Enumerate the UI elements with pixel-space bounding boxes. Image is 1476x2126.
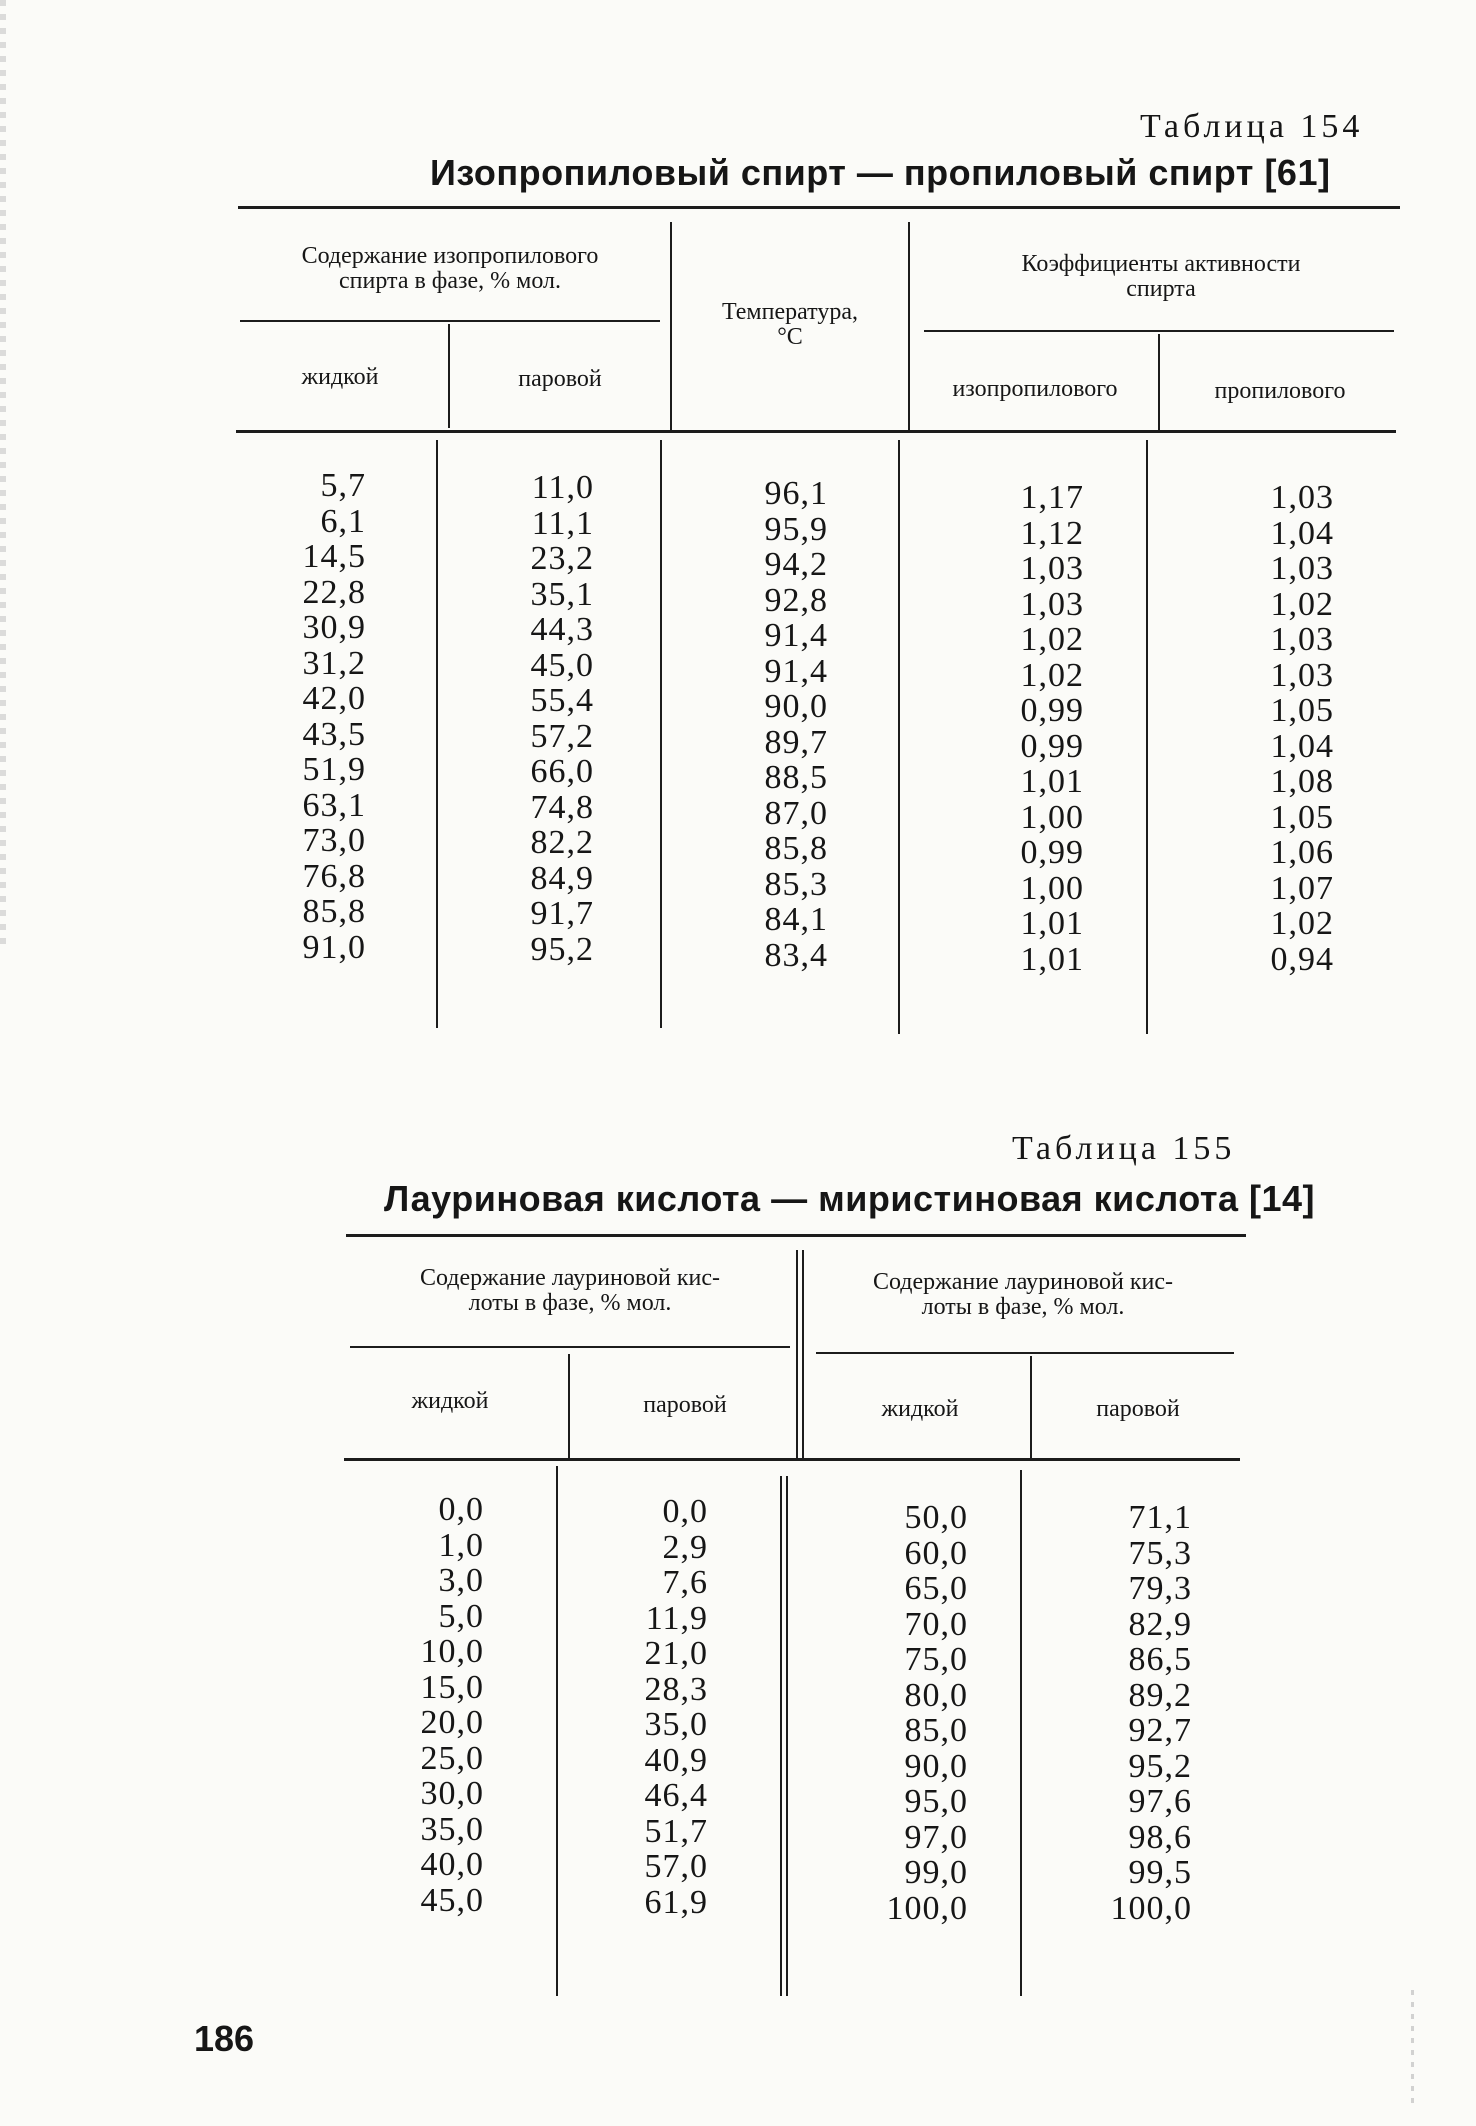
table-cell: 91,7	[530, 895, 594, 932]
table-cell: 22,8	[302, 573, 366, 611]
table-cell: 75,3	[1128, 1534, 1192, 1572]
table-cell: 20,0	[420, 1704, 484, 1741]
table-cell: 89,2	[1128, 1676, 1192, 1714]
table-cell: 1,00	[1020, 869, 1084, 907]
table154-vline-2	[670, 222, 672, 430]
table-cell: 95,2	[530, 930, 594, 968]
table-cell: 14,5	[302, 538, 366, 575]
table-cell: 3,0	[438, 1562, 484, 1599]
table155-left-group-rule	[350, 1346, 790, 1348]
table-cell: 91,4	[764, 652, 828, 690]
table154-col-propyl	[1210, 480, 1334, 977]
header-line: лоты в фазе, % мол.	[468, 1290, 672, 1316]
table-cell: 15,0	[420, 1668, 484, 1706]
table-cell: 63,1	[302, 786, 366, 824]
table-cell: 35,0	[420, 1810, 484, 1848]
table-cell: 46,4	[644, 1777, 708, 1814]
table-cell: 60,0	[904, 1534, 968, 1572]
table-cell: 66,0	[530, 753, 594, 790]
table-cell: 79,3	[1128, 1570, 1192, 1607]
table-cell: 45,0	[420, 1881, 484, 1919]
table-cell: 84,1	[764, 901, 828, 938]
table155-col-vapor-left	[580, 1494, 708, 1920]
table155-right-group-rule	[816, 1352, 1234, 1354]
table-cell: 40,9	[644, 1741, 708, 1779]
table-cell: 50,0	[904, 1499, 968, 1536]
header-line: Температура,	[722, 299, 858, 325]
table-cell: 89,7	[764, 723, 828, 761]
table-cell: 57,2	[530, 717, 594, 755]
table155-col-liquid-right	[840, 1500, 968, 1926]
table-cell: 1,01	[1020, 905, 1084, 942]
table-cell: 1,02	[1020, 621, 1084, 658]
table154-coef-rule	[924, 330, 1394, 332]
table155-col-vapor-right	[1060, 1500, 1192, 1926]
table-cell: 45,0	[530, 646, 594, 684]
table-cell: 35,1	[530, 575, 594, 613]
table154-header-bottom-rule	[236, 430, 1396, 433]
table154-col-isopropyl	[960, 480, 1084, 977]
table-cell: 90,0	[764, 688, 828, 725]
table-cell: 71,1	[1128, 1499, 1192, 1536]
table-cell: 94,2	[764, 546, 828, 583]
table-cell: 44,3	[530, 611, 594, 648]
table-cell: 1,00	[1020, 798, 1084, 836]
table-cell: 91,4	[764, 617, 828, 654]
table154-col-temperature	[700, 476, 828, 973]
scan-edge-artifact-right	[1411, 1990, 1414, 2110]
table155-body-double-vline-a	[780, 1476, 782, 1996]
table-cell: 91,0	[302, 928, 366, 966]
table-cell: 25,0	[420, 1739, 484, 1777]
table-cell: 0,99	[1020, 727, 1084, 765]
table-cell: 1,03	[1270, 621, 1334, 658]
table154-vline-4	[1158, 334, 1160, 430]
table-cell: 7,6	[662, 1564, 708, 1601]
table-cell: 0,99	[1020, 834, 1084, 871]
table-cell: 1,01	[1020, 763, 1084, 800]
table154-header-coefficients	[926, 252, 1396, 302]
table-cell: 98,6	[1128, 1818, 1192, 1856]
table-cell: 1,17	[1020, 479, 1084, 516]
table154-body-vline-3	[898, 440, 900, 1034]
table-cell: 1,03	[1270, 479, 1334, 516]
table-cell: 0,0	[662, 1493, 708, 1530]
table-cell: 23,2	[530, 540, 594, 577]
table154-body-vline-2	[660, 440, 662, 1028]
table-cell: 70,0	[904, 1605, 968, 1643]
table155-body-vline-1	[556, 1466, 558, 1996]
table-cell: 95,0	[904, 1783, 968, 1820]
table-cell: 97,0	[904, 1818, 968, 1856]
table-cell: 43,5	[302, 715, 366, 753]
table155-header-content-right	[810, 1270, 1236, 1320]
table-cell: 30,0	[420, 1775, 484, 1812]
table154-vline-3	[908, 222, 910, 430]
header-line: Содержание лауриновой кис-	[419, 1265, 720, 1291]
table-cell: 2,9	[662, 1528, 708, 1566]
table-cell: 11,1	[531, 504, 594, 542]
table-cell: 99,0	[904, 1854, 968, 1891]
table-cell: 1,03	[1020, 585, 1084, 623]
table-cell: 84,9	[530, 859, 594, 897]
table155-body-vline-3	[1020, 1470, 1022, 1996]
table155-subheader-liquid-left: жидкой	[411, 1388, 489, 1414]
table155-subheader-vapor-left: паровой	[643, 1392, 727, 1418]
table-cell: 1,05	[1270, 692, 1334, 729]
table155-subheader-liquid-right: жидкой	[881, 1396, 959, 1422]
table-cell: 1,03	[1270, 550, 1334, 587]
table155-top-rule	[346, 1234, 1246, 1237]
header-line: Содержание лауриновой кис-	[872, 1269, 1173, 1295]
table-cell: 0,99	[1020, 692, 1084, 729]
table-cell: 35,0	[644, 1706, 708, 1743]
table-cell: 85,8	[764, 830, 828, 867]
table155-double-vline-a	[796, 1250, 798, 1458]
table-cell: 80,0	[904, 1676, 968, 1714]
table-cell: 11,9	[645, 1599, 708, 1637]
header-line: °C	[777, 324, 803, 350]
table-cell: 100,0	[886, 1889, 968, 1927]
table155-double-vline-b	[802, 1250, 804, 1458]
table-cell: 88,5	[764, 759, 828, 796]
table154-subheader-propyl: пропилового	[1214, 378, 1346, 404]
table-cell: 85,3	[764, 865, 828, 903]
table154-header-content	[240, 244, 660, 294]
table154-header-temperature	[680, 300, 900, 350]
table-cell: 76,8	[302, 857, 366, 895]
table-cell: 61,9	[644, 1883, 708, 1921]
table-cell: 97,6	[1128, 1783, 1192, 1820]
table-cell: 51,7	[644, 1812, 708, 1850]
table-cell: 85,0	[904, 1712, 968, 1749]
table154-body-vline-1	[436, 440, 438, 1028]
table-cell: 1,07	[1270, 869, 1334, 907]
table-cell: 21,0	[644, 1635, 708, 1672]
table155-col-liquid-left	[360, 1492, 484, 1918]
table-cell: 95,9	[764, 510, 828, 548]
table154-subheader-isopropyl: изопропилового	[952, 376, 1118, 402]
table155-header-bottom-rule	[344, 1458, 1240, 1461]
table-cell: 83,4	[764, 936, 828, 974]
table-cell: 5,0	[438, 1597, 484, 1635]
table-cell: 86,5	[1128, 1641, 1192, 1678]
table155-vline-3	[1030, 1356, 1032, 1458]
table-cell: 1,05	[1270, 798, 1334, 836]
table-cell: 95,2	[1128, 1747, 1192, 1785]
table154-body-vline-4	[1146, 440, 1148, 1034]
table154-vline-1	[448, 324, 450, 428]
table-cell: 90,0	[904, 1747, 968, 1785]
table-cell: 1,06	[1270, 834, 1334, 871]
table-cell: 85,8	[302, 893, 366, 930]
table154-col-vapor	[470, 470, 594, 967]
table154-content-rule	[240, 320, 660, 322]
table-cell: 87,0	[764, 794, 828, 832]
table155-body-double-vline-b	[786, 1476, 788, 1996]
table154-top-rule	[238, 206, 1400, 209]
table-cell: 10,0	[420, 1633, 484, 1670]
table-cell: 11,0	[531, 469, 594, 506]
table-cell: 1,02	[1270, 905, 1334, 942]
header-line: спирта в фазе, % мол.	[339, 268, 561, 294]
table-cell: 57,0	[644, 1848, 708, 1885]
table-cell: 82,2	[530, 824, 594, 861]
table-cell: 42,0	[302, 680, 366, 717]
table-cell: 1,12	[1020, 514, 1084, 552]
table-cell: 82,9	[1128, 1605, 1192, 1643]
header-line: спирта	[1126, 276, 1196, 302]
table-cell: 1,02	[1020, 656, 1084, 694]
table-cell: 0,94	[1270, 940, 1334, 978]
table-cell: 28,3	[644, 1670, 708, 1708]
table-cell: 55,4	[530, 682, 594, 719]
table-cell: 96,1	[764, 475, 828, 512]
table-cell: 74,8	[530, 788, 594, 826]
table-cell: 99,5	[1128, 1854, 1192, 1891]
table-cell: 31,2	[302, 644, 366, 682]
table154-label: Таблица 154	[1140, 108, 1364, 145]
table155-subheader-vapor-right: паровой	[1096, 1396, 1180, 1422]
header-line: лоты в фазе, % мол.	[921, 1294, 1125, 1320]
table-cell: 1,01	[1020, 940, 1084, 978]
table-cell: 1,0	[438, 1526, 484, 1564]
table155-vline-1	[568, 1354, 570, 1458]
table-cell: 65,0	[904, 1570, 968, 1607]
scan-edge-artifact	[0, 0, 6, 950]
table154-col-liquid	[240, 468, 366, 965]
table-cell: 1,08	[1270, 763, 1334, 800]
table155-label: Таблица 155	[1012, 1130, 1236, 1167]
table-cell: 30,9	[302, 609, 366, 646]
table-cell: 100,0	[1110, 1889, 1192, 1927]
page-number: 186	[194, 2018, 255, 2059]
table-cell: 92,7	[1128, 1712, 1192, 1749]
table-cell: 0,0	[438, 1491, 484, 1528]
table-cell: 75,0	[904, 1641, 968, 1678]
header-line: Коэффициенты активности	[1021, 251, 1301, 277]
header-line: Содержание изопропилового	[301, 243, 599, 269]
table154-subheader-vapor: паровой	[518, 366, 602, 392]
table155-title: Лауриновая кислота — миристиновая кислота [14]	[384, 1178, 1315, 1219]
table-cell: 6,1	[320, 502, 366, 540]
table-cell: 1,04	[1270, 514, 1334, 552]
table154-subheader-liquid: жидкой	[301, 364, 379, 390]
table-cell: 1,02	[1270, 585, 1334, 623]
table-cell: 1,03	[1270, 656, 1334, 694]
table155-header-content-left	[350, 1266, 790, 1316]
table-cell: 40,0	[420, 1846, 484, 1883]
table-cell: 73,0	[302, 822, 366, 859]
table-cell: 5,7	[320, 467, 366, 504]
table-cell: 1,04	[1270, 727, 1334, 765]
table-cell: 51,9	[302, 751, 366, 788]
table154-title: Изопропиловый спирт — пропиловый спирт [61]	[430, 152, 1331, 193]
table-cell: 92,8	[764, 581, 828, 619]
table-cell: 1,03	[1020, 550, 1084, 587]
